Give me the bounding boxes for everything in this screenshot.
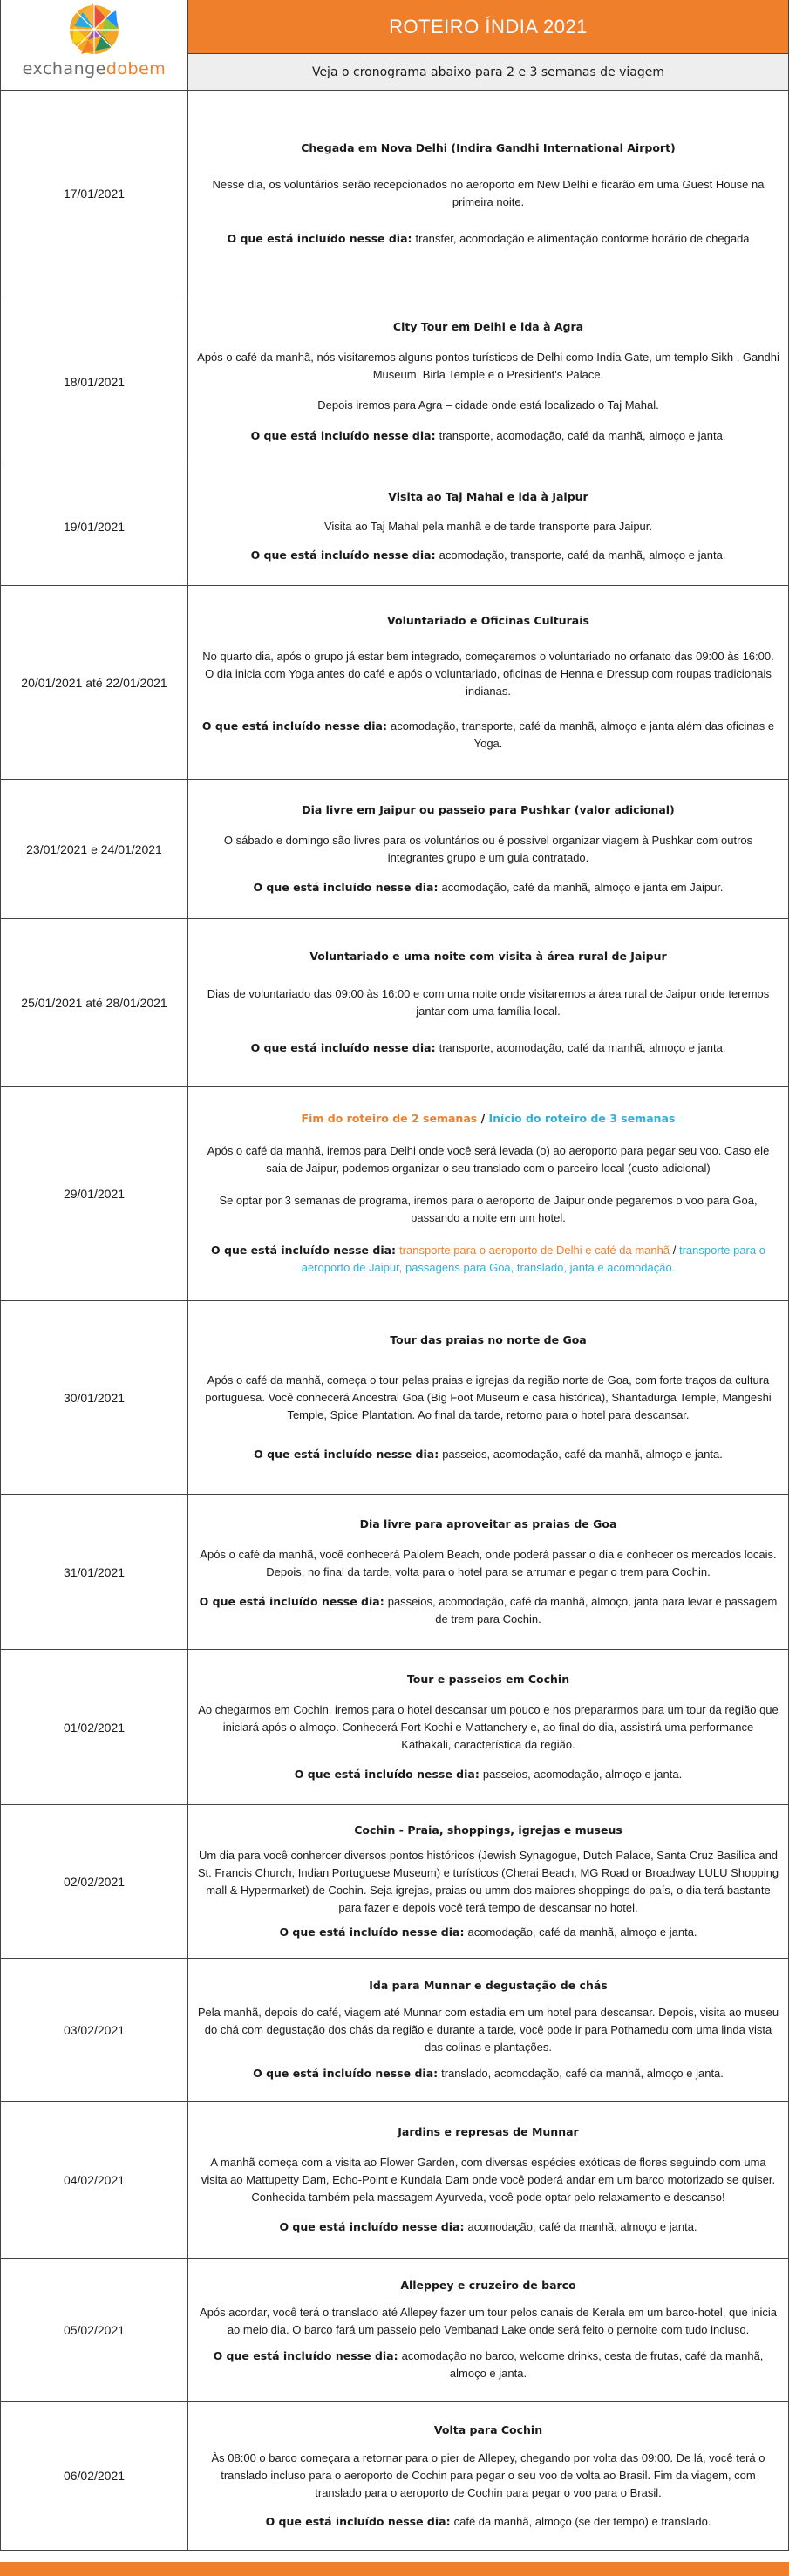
row-included xyxy=(197,1593,779,1628)
included-text: acomodação, café da manhã, almoço e janta. xyxy=(467,2220,697,2234)
row-description: Visita ao Taj Mahal pela manhã e de tarde transporte para Jaipur. xyxy=(323,519,653,533)
row-date: 31/01/2021 xyxy=(1,1495,188,1649)
included-label: O que está incluído nesse dia: xyxy=(250,1041,436,1055)
row-content xyxy=(188,919,788,1086)
row-date: 20/01/2021 até 22/01/2021 xyxy=(1,586,188,779)
itinerary-row xyxy=(1,2102,788,2259)
row-description: Após o café da manhã, iremos para Delhi onde você será levada (o) ao aeroporto para pegar seu voo. Caso ele saia de Jaipur, podemos organizar o seu translado com o parceiro local (custo adicional) xyxy=(207,1144,770,1175)
row-title: Cochin - Praia, shoppings, igrejas e museus xyxy=(354,1823,622,1837)
included-text: acomodação no barco, welcome drinks, cesta de frutas, café da manhã, almoço e janta. xyxy=(401,2349,764,2381)
itinerary-row xyxy=(1,1650,788,1805)
included-label: O que está incluído nesse dia: xyxy=(253,881,439,895)
row-date: 04/02/2021 xyxy=(1,2102,188,2258)
end-2-weeks-label: Fim do roteiro de 2 semanas xyxy=(301,1112,478,1125)
itinerary-row xyxy=(1,91,788,296)
included-text: transporte, acomodação, café da manhã, almoço e janta. xyxy=(439,429,726,442)
row-title xyxy=(197,1110,779,1128)
row-date: 29/01/2021 xyxy=(1,1087,188,1300)
row-content xyxy=(188,1959,788,2101)
row-included xyxy=(197,2513,779,2531)
row-content xyxy=(188,586,788,779)
itinerary-row xyxy=(1,1087,788,1301)
row-date: 17/01/2021 xyxy=(1,91,188,296)
row-title: Chegada em Nova Delhi (Indira Gandhi International Airport) xyxy=(301,140,676,154)
row-included xyxy=(197,879,779,896)
included-label: O que está incluído nesse dia: xyxy=(265,2514,451,2528)
row-included xyxy=(197,2218,779,2236)
page-subtitle: Veja o cronograma abaixo para 2 e 3 semanas de viagem xyxy=(188,54,788,91)
row-title: Jardins e represas de Munnar xyxy=(398,2124,579,2138)
row-description: O sábado e domingo são livres para os voluntários ou é possível organizar viagem à Pushkar com outros integrantes grupo e um guia contratado. xyxy=(223,833,753,864)
row-title: Volta para Cochin xyxy=(433,2423,543,2436)
row-included xyxy=(197,1242,779,1277)
row-description: Após acordar, você terá o translado até Allepey fazer um tour pelos canais de Kerala em um barco-hotel, que inicia ao meio dia. O barco fará um passeio pelo Vembanad Lake onde será feito o pernoite com tudo incluso. xyxy=(200,2305,777,2336)
row-date: 01/02/2021 xyxy=(1,1650,188,1804)
row-included xyxy=(197,1039,779,1057)
row-description-2: Se optar por 3 semanas de programa, iremos para o aeroporto de Jaipur onde pegaremos o voo para Goa, passando a noite em um hotel. xyxy=(219,1194,758,1224)
row-date: 19/01/2021 xyxy=(1,467,188,585)
included-label: O que está incluído nesse dia: xyxy=(279,2220,465,2234)
included-label: O que está incluído nesse dia: xyxy=(253,2067,439,2081)
itinerary-row xyxy=(1,2402,788,2550)
row-included xyxy=(197,2348,779,2382)
row-title: Dia livre para aproveitar as praias de Goa xyxy=(359,1517,617,1531)
itinerary-row xyxy=(1,2259,788,2402)
row-title: City Tour em Delhi e ida à Agra xyxy=(392,320,584,333)
itinerary-row xyxy=(1,1495,788,1650)
included-text: café da manhã, almoço (se der tempo) e translado. xyxy=(453,2514,711,2528)
included-label: O que está incluído nesse dia: xyxy=(294,1767,480,1781)
included-text: transfer, acomodação e alimentação conforme horário de chegada xyxy=(415,231,750,245)
row-description: Um dia para você conhercer diversos pontos históricos (Jewish Synagogue, Dutch Palace, Santa Cruz Basilica and St. Francis Church, Indian Portuguese Museum) e turísticos (Cherai Beach, MG Road or Broadway LULU Shopping mall & Hypermarket) de Cochin. Seja igrejas, praias ou umm dos maiores shoppings do país, o dia terá bastante para fazer e depois você terá tempo de descansar no hotel. xyxy=(197,1848,779,1914)
row-title: Ida para Munnar e degustação de chás xyxy=(369,1978,608,1992)
row-included xyxy=(197,230,779,248)
page-title: ROTEIRO ÍNDIA 2021 xyxy=(188,0,788,54)
included-label: O que está incluído nesse dia: xyxy=(254,1447,439,1461)
itinerary-row xyxy=(1,1805,788,1959)
row-description: No quarto dia, após o grupo já estar bem integrado, começaremos o voluntariado no orfanato das 09:00 às 16:00. O dia inicia com Yoga antes do café e após o voluntariado, oficinas de Henna e Dressup com roupas tradicionais indianas. xyxy=(202,649,774,698)
row-date: 25/01/2021 até 28/01/2021 xyxy=(1,919,188,1086)
row-content xyxy=(188,2259,788,2401)
row-content xyxy=(188,1087,788,1300)
itinerary-row xyxy=(1,1301,788,1495)
row-content xyxy=(188,1805,788,1958)
start-3-weeks-label: Início do roteiro de 3 semanas xyxy=(488,1112,676,1125)
row-description-2: Depois iremos para Agra – cidade onde está localizado o Taj Mahal. xyxy=(317,399,659,412)
row-date: 18/01/2021 xyxy=(1,296,188,467)
row-description: Após o café da manhã, você conhecerá Palolem Beach, onde poderá passar o dia e conhecer os mercados locais. Depois, no final da tarde, volta para o hotel para se arrumar e pegar o trem para Cochin. xyxy=(200,1547,777,1578)
row-title: Voluntariado e Oficinas Culturais xyxy=(387,614,589,628)
itinerary-row xyxy=(1,780,788,919)
included-text: acomodação, transporte, café da manhã, almoço e janta. xyxy=(439,549,726,562)
included-label: O que está incluído nesse dia: xyxy=(250,549,436,562)
row-date: 06/02/2021 xyxy=(1,2402,188,2550)
included-text: passeios, acomodação, almoço e janta. xyxy=(482,1767,683,1781)
title-separator: / xyxy=(477,1112,489,1125)
row-included xyxy=(197,547,779,564)
row-content xyxy=(188,1650,788,1804)
row-included xyxy=(197,1766,779,1783)
row-title: Tour das praias no norte de Goa xyxy=(390,1333,587,1347)
row-content xyxy=(188,1495,788,1649)
row-description: Pela manhã, depois do café, viagem até Munnar com estadia em um hotel para descansar. Depois, visita ao museu do chá com degustação dos chás da região e durante a tarde, você pode ir para Pothamedu com uma linda vista das colinas e plantações. xyxy=(197,2005,779,2054)
included-label: O que está incluído nesse dia: xyxy=(213,2349,398,2363)
included-text: acomodação, café da manhã, almoço e janta. xyxy=(467,1925,697,1939)
row-title: Visita ao Taj Mahal e ida à Jaipur xyxy=(388,489,588,503)
row-description: A manhã começa com a visita ao Flower Garden, com diversas espécies exóticas de flores seguindo com uma visita ao Mattupetty Dam, Echo-Point e Kundala Dam onde você poderá andar em um barco motorizado se quiser. Conhecida também pela massagem Ayurveda, você pode optar pelo relaxamento e descanso! xyxy=(201,2155,776,2204)
row-title: Dia livre em Jaipur ou passeio para Pushkar (valor adicional) xyxy=(302,802,675,816)
row-title: Voluntariado e uma noite com visita à área rural de Jaipur xyxy=(309,949,667,963)
itinerary-row xyxy=(1,919,788,1087)
row-content xyxy=(188,2402,788,2550)
row-description: Às 08:00 o barco começara a retornar para o pier de Allepey, chegando por volta das 09:00. De lá, você terá o translado incluso para o aeroporto de Cochin para pegar o seu voo de volta ao Brasil. Fim da viagem, com translado para o aeroporto de Cochin para pegar o voo para o Brasil. xyxy=(211,2451,765,2499)
row-description: Dias de voluntariado das 09:00 às 16:00 e com uma noite onde visitaremos a área rural de Jaipur onde teremos jantar com uma família local. xyxy=(207,986,770,1018)
itinerary-row xyxy=(1,467,788,586)
row-description: Após o café da manhã, nós visitaremos alguns pontos turísticos de Delhi como India Gate, um templo Sikh , Gandhi Museum, Birla Temple e o President's Palace. xyxy=(197,351,779,381)
included-label: O que está incluído nesse dia: xyxy=(279,1925,465,1939)
included-text: passeios, acomodação, café da manhã, almoço e janta. xyxy=(442,1447,723,1461)
row-date: 02/02/2021 xyxy=(1,1805,188,1958)
included-label: O que está incluído nesse dia: xyxy=(199,1594,384,1608)
footer-bar xyxy=(0,2562,789,2576)
row-included xyxy=(197,2065,779,2082)
included-text-3-weeks: transporte para o aeroporto de Jaipur, passagens para Goa, translado, janta e acomodação. xyxy=(301,1244,765,1274)
row-description: Após o café da manhã, começa o tour pelas praias e igrejas da região norte de Goa, com forte traços da cultura portuguesa. Você conhecerá Ancestral Goa (Big Foot Museum e casa histórica), Shantadurga Temple, Mangeshi Temple, Spice Plantation. Ao final da tarde, retorno para o hotel para descansar. xyxy=(205,1373,772,1421)
included-text: acomodação, café da manhã, almoço e janta em Jaipur. xyxy=(441,881,724,895)
row-date: 30/01/2021 xyxy=(1,1301,188,1494)
row-description: Nesse dia, os voluntários serão recepcionados no aeroporto em New Delhi e ficarão em uma Guest House na primeira noite. xyxy=(212,177,765,208)
row-title: Tour e passeios em Cochin xyxy=(406,1673,570,1687)
row-content xyxy=(188,780,788,918)
included-text-2-weeks: transporte para o aeroporto de Delhi e café da manhã xyxy=(399,1244,670,1257)
row-content xyxy=(188,2102,788,2258)
row-content xyxy=(188,467,788,585)
row-description: Ao chegarmos em Cochin, iremos para o hotel descansar um pouco e nos prepararmos para um tour da região que iniciará após o almoço. Conhecerá Fort Kochi e Mattanchery e, ao final do dia, assistirá uma performance Kathakali, característica da região. xyxy=(198,1702,779,1751)
row-content xyxy=(188,296,788,467)
row-content xyxy=(188,1301,788,1494)
row-content xyxy=(188,91,788,296)
multicolor-leaves-sun-logo-icon xyxy=(62,2,126,58)
title-column xyxy=(188,0,788,91)
included-label: O que está incluído nesse dia: xyxy=(227,231,412,245)
row-title: Alleppey e cruzeiro de barco xyxy=(400,2278,576,2292)
logo xyxy=(1,0,188,91)
row-included xyxy=(197,1446,779,1463)
itinerary-row xyxy=(1,1959,788,2102)
row-included xyxy=(197,427,779,445)
included-text: transporte, acomodação, café da manhã, almoço e janta. xyxy=(439,1041,726,1055)
header xyxy=(1,0,788,91)
included-label: O que está incluído nesse dia: xyxy=(201,719,387,733)
row-date: 03/02/2021 xyxy=(1,1959,188,2101)
included-separator: / xyxy=(670,1244,679,1257)
included-label: O que está incluído nesse dia: xyxy=(250,429,436,442)
included-label: O que está incluído nesse dia: xyxy=(211,1244,397,1257)
row-included xyxy=(197,718,779,753)
included-text: passeios, acomodação, café da manhã, almoço, janta para levar e passagem de trem para Cochin. xyxy=(387,1594,778,1625)
itinerary-row xyxy=(1,586,788,780)
logo-wordmark: exchangedobem xyxy=(22,59,167,78)
row-date: 05/02/2021 xyxy=(1,2259,188,2401)
itinerary-row xyxy=(1,296,788,467)
row-date: 23/01/2021 e 24/01/2021 xyxy=(1,780,188,918)
row-included xyxy=(197,1924,779,1941)
included-text: acomodação, transporte, café da manhã, almoço e janta além das oficinas e Yoga. xyxy=(390,719,775,750)
included-text: translado, acomodação, café da manhã, almoço e janta. xyxy=(441,2067,724,2081)
